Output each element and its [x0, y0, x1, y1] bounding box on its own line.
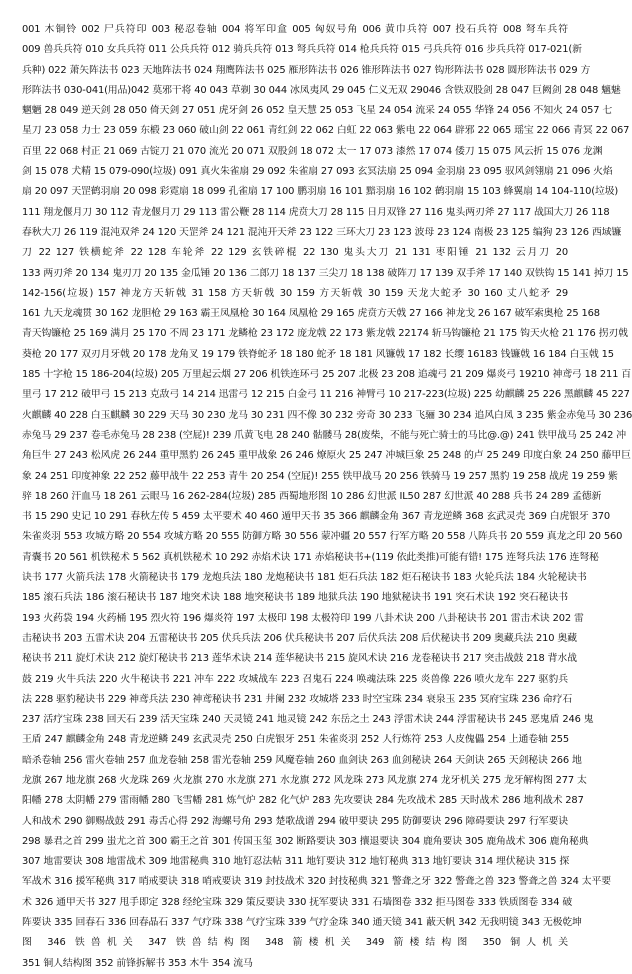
text-line: 军战术 316 援军秘典 317 哨戒要诀 318 哨戒要诀 319 封技战术 320 封技秘典 321 警聋之牙 322 警聋之兽 323 警聋之兽 324 太平要 — [22, 876, 611, 888]
text-line: 朱雀炎羽 553 攻城方略 20 554 攻城方略 20 555 防御方略 30 556 蒙冲疆 20 557 行军方略 20 558 八阵兵书 20 559 真龙之印 20 560 — [22, 531, 623, 543]
text-line: 161 九天龙魂贯 30 162 龙胆枪 29 163 霸王凤凰枪 30 164 凤凰枪 29 165 虎贲方天戟 27 166 神龙戈 26 167 破军索奥枪 25 168 — [22, 308, 600, 320]
text-line: 鼓 219 火牛兵法 220 火牛秘诀书 221 冲车 222 攻城战车 223 召鬼石 224 唤魂法珠 225 炎兽像 226 喷火龙车 227 驱豹兵 — [22, 673, 568, 685]
text-line: 形阵法书 030-041(用品)042 莫邪干将 40 043 草剃 30 044 冰凤夷风 29 045 仁义无双 29046 含铁双股剑 28 047 巨阙剑 28 048 魑魅 — [22, 84, 621, 96]
text-line: 法 228 驱豹秘诀书 229 神鸢兵法 230 神鸢秘诀书 231 井阑 232 攻城塔 233 时空宝珠 234 衰泉玉 235 冥府宝珠 236 命疗石 — [22, 693, 573, 705]
text-line: 111 翔龙偃月刀 30 112 青龙偃月刀 29 113 雷公鞭 28 114 虎贲大刀 28 115 日月双锋 27 116 鬼头两刃斧 27 117 战国大刀 26 118 — [22, 206, 610, 218]
text-line: 剑 15 078 犬精 15 079-090(垃圾) 091 真火朱雀扇 29 092 朱雀扇 27 093 玄冥法扇 25 094 金羽扇 23 095 驭风剑翎扇 21 096 火焰 — [22, 166, 613, 178]
text-line: 龙旗 267 地龙旗 268 火龙珠 269 火龙旗 270 水龙旗 271 水龙旗 272 风龙珠 273 风龙旗 274 龙牙机关 275 龙牙解构图 277 太 — [22, 774, 587, 786]
text-line: 术 326 通甲天书 327 甩手即定 328 经纶宝珠 329 策反要诀 330 抚军要诀 331 石墙图卷 332 拒马图卷 333 铁质图卷 334 破 — [22, 896, 573, 908]
text-line: 133 两刃斧 20 134 鬼刃刀 20 135 金瓜锤 20 136 二郎刀 18 137 三尖刀 18 138 破阵刀 17 139 双手斧 17 140 双铁钩 15 141 掉刀 15 — [22, 267, 629, 279]
text-line: 185 十字枪 15 186-204(垃圾) 205 万里起云烟 27 206 机铁连环弓 25 207 北极 23 208 追魂弓 21 209 爆炎弓 19210 神鸢弓 18 211 百 — [22, 369, 631, 381]
text-line: 击秘诀书 203 五雷术诀 204 五雷秘诀书 205 伏兵兵法 206 伏兵秘诀书 207 后伏兵法 208 后伏秘诀书 209 奥藏兵法 210 奥藏 — [22, 632, 577, 644]
text-line: 赤兔马 29 237 卷毛赤兔马 28 238 (空屁)! 239 爪黄飞电 28 240 骷髅马 28(废柴，不能与死亡骑士的马比@.@) 241 铁甲战马 25 242 冲 — [22, 429, 626, 441]
text-line: 秘诀书 211 旋灯术诀 212 旋灯秘诀书 213 莲华术诀 214 莲华秘诀书 215 旋风术诀 216 龙卷秘诀书 217 突击战鼓 218 背水战 — [22, 653, 577, 665]
text-line: 星刀 23 058 力士 23 059 东椴 23 060 破山剑 22 061 青红剑 22 062 白虹 22 063 紫电 22 064 辟邪 22 065 瑶宝 22 066 青冥 22 067 — [22, 125, 630, 137]
text-line: 百里 22 068 村正 21 069 古锭刀 21 070 流光 20 071 双股剑 18 072 太一 17 073 漆然 17 074 倭刀 15 075 风云折 15 076 龙渊 — [22, 145, 603, 157]
text-line: 人和战术 290 御赐战鼓 291 毒舌心得 292 海螺号角 293 楚歌战谱 294 破甲要诀 295 防御要诀 296 障碍要诀 297 行军要诀 — [22, 815, 568, 827]
text-line: 魍魉 28 049 逆天剑 28 050 倚天剑 27 051 虎牙剑 26 052 皇天慧 25 053 飞星 24 054 流采 24 055 华锋 24 056 不知火 24 057 七 — [22, 105, 613, 117]
text-line: 351 铜人结构图 352 前锋拆解书 353 木牛 354 流马 — [22, 957, 253, 969]
text-line: 葵枪 20 177 双刃月牙戟 20 178 龙角叉 19 179 铁脊蛇矛 18 180 蛇矛 18 181 风镰戟 17 182 长缨 16183 钱镰戟 16 184 白玉戟 15 — [22, 348, 614, 360]
text-line: 青天钩镰枪 25 169 满月 25 170 不周 23 171 龙鳞枪 23 172 庞龙戟 22 173 紫龙戟 22174 斩马钩镰枪 21 175 钩天火枪 21 176 拐刃戟 — [22, 328, 628, 340]
text-line: 角巨牛 27 243 松风虎 26 244 重甲黑豹 26 245 重甲战象 26 246 燎原火 25 247 冲城巨象 25 248 的卢 25 249 印度白象 24 250 藤甲巨 — [22, 450, 631, 462]
text-line: 185 滚石兵法 186 滚石秘诀书 187 地突术诀 188 地突秘诀书 189 地狱兵法 190 地狱秘诀书 191 突石术诀 192 突石秘诀书 — [22, 592, 568, 604]
text-line: 书 15 290 史记 10 291 春秋左传 5 459 太平要术 40 460 遁甲天书 35 366 麒麟金角 367 青龙逆鳞 368 玄武灵壳 369 白虎银牙 370 — [22, 511, 611, 523]
text-line: 298 暴君之首 299 蚩尤之首 300 霸王之首 301 传国玉玺 302 断路要诀 303 攘退要诀 304 鹿角要诀 305 鹿角战术 306 鹿角秘典 — [22, 835, 589, 847]
text-line: 扇 20 097 天罡鹤羽扇 20 098 彩霓扇 18 099 孔雀扇 17 100 鹏羽扇 16 101 黯羽扇 16 102 鹤羽扇 15 103 蜂翼扇 14 104-110(垃圾) — [22, 186, 619, 198]
text-line: 刀 22 127 铁横蛇斧 22 128 车轮斧 22 129 玄铁碎棍 22 130 鬼头大刀 21 131 枣阳锤 21 132 云月刀 20 — [22, 247, 568, 259]
text-line: 图 346 铁兽机关 347 铁兽结构图 348 箭楼机关 349 箭楼结构图 350 铜人机关 — [22, 937, 568, 949]
text-line: 001 木铜铃 002 尸兵符印 003 秘忍卷轴 004 将军印盒 005 匈奴号角 006 黄巾兵符 007 投石兵符 008 弩车兵符 — [22, 24, 568, 35]
text-line: 诀书 177 火箭兵法 178 火箭秘诀书 179 龙炮兵法 180 龙炮秘诀书 181 炬石兵法 182 炬石秘诀书 183 火轮兵法 184 火轮秘诀书 — [22, 572, 587, 584]
text-line: 009 兽兵兵符 010 女兵兵符 011 公兵兵符 012 骑兵兵符 013 弩兵兵符 014 枪兵兵符 015 弓兵兵符 016 步兵兵符 017-021(新 — [22, 44, 582, 56]
text-line: 阵要诀 335 回春石 336 回春晶石 337 气疗珠 338 气疗宝珠 339 气疗金珠 340 通天镜 341 蔽天帆 342 无我明镜 343 无极乾坤 — [22, 917, 582, 929]
text-line: 阳幡 278 太阴幡 279 雷雨幡 280 飞雪幡 281 炼气炉 282 化气炉 283 先攻要诀 284 先攻战术 285 天时战术 286 地利战术 287 — [22, 795, 584, 807]
text-line: 火麒麟 40 228 白玉麒麟 30 229 天马 30 230 龙马 30 231 四不像 30 232 旁奇 30 233 飞骊 30 234 追风白凤 3 235 紫金赤兔马 30 236 — [22, 409, 632, 421]
text-line: 王盾 247 麒麟金角 248 青龙逆鳞 249 玄武灵壳 250 白虎银牙 251 朱雀炎羽 252 人行炼符 253 人皮傀儡 254 上通卷轴 255 — [22, 734, 570, 746]
text-line: 193 火药袋 194 火药桶 195 烈火符 196 爆炎符 197 太极印 198 太极符印 199 八卦术诀 200 八卦秘诀书 201 雷击术诀 202 雷 — [22, 612, 584, 624]
text-line: 142-156(垃圾) 157 神龙方天斩戟 31 158 方天斩戟 30 159 方天斩戟 30 159 天龙大蛇矛 30 160 丈八蛇矛 29 — [22, 287, 568, 299]
text-line: 237 活疗宝珠 238 回天石 239 活天宝珠 240 天灵镜 241 地灵镜 242 东岳之土 243 浮雷术诀 244 浮雷秘诀书 245 恶鬼盾 246 鬼 — [22, 714, 594, 726]
text-line: 里弓 17 212 破甲弓 15 213 克敌弓 14 214 迅雷弓 12 215 白金弓 11 216 神臂弓 10 217-223(垃圾) 225 幼麒麟 25 226 黑麒麟 45 227 — [22, 389, 630, 401]
text-line: 象 24 251 印度神象 22 252 藤甲战牛 22 253 青牛 20 254 (空屁)! 255 铁甲战马 20 256 铁骑马 19 257 黑豹 19 258 战虎 19 259 紫 — [22, 470, 618, 482]
text-line: 骍 18 260 汗血马 18 261 云眼马 16 262-284(垃圾) 285 西蜀地形图 10 286 幻世派 IL50 287 幻世派 40 288 兵书 24 289 孟德新 — [22, 490, 602, 502]
text-line: 兵种) 022 萧矢阵法书 023 天地阵法书 024 翔鹰阵法书 025 雁形阵法书 026 锥形阵法书 027 钩形阵法书 028 圆形阵法书 029 方 — [22, 64, 591, 76]
text-line: 青囊书 20 561 机铁秘术 5 562 真机铁秘术 10 292 赤焰术诀 171 赤焰秘诀书+(119 依此类推)可能有错! 175 连弩兵法 176 连弩秘 — [22, 551, 599, 563]
text-line: 307 地雷要诀 308 地雷战术 309 地雷秘典 310 地钉忍法帖 311 地钉要诀 312 地钉秘典 313 地钉要诀 314 埋伏秘诀 315 探 — [22, 856, 570, 868]
text-line: 春秋大刀 26 119 混沌双斧 24 120 天罡斧 24 121 混沌开天斧 23 122 三环大刀 23 123 波母 23 124 南极 23 125 编狗 23 126 西域镰 — [22, 226, 622, 238]
text-line: 暗杀卷轴 256 雷火卷轴 257 血龙卷轴 258 雷光卷轴 259 风魔卷轴 260 血剑诀 263 血剑秘诀 264 天剑诀 265 天剑秘诀 266 地 — [22, 754, 582, 766]
